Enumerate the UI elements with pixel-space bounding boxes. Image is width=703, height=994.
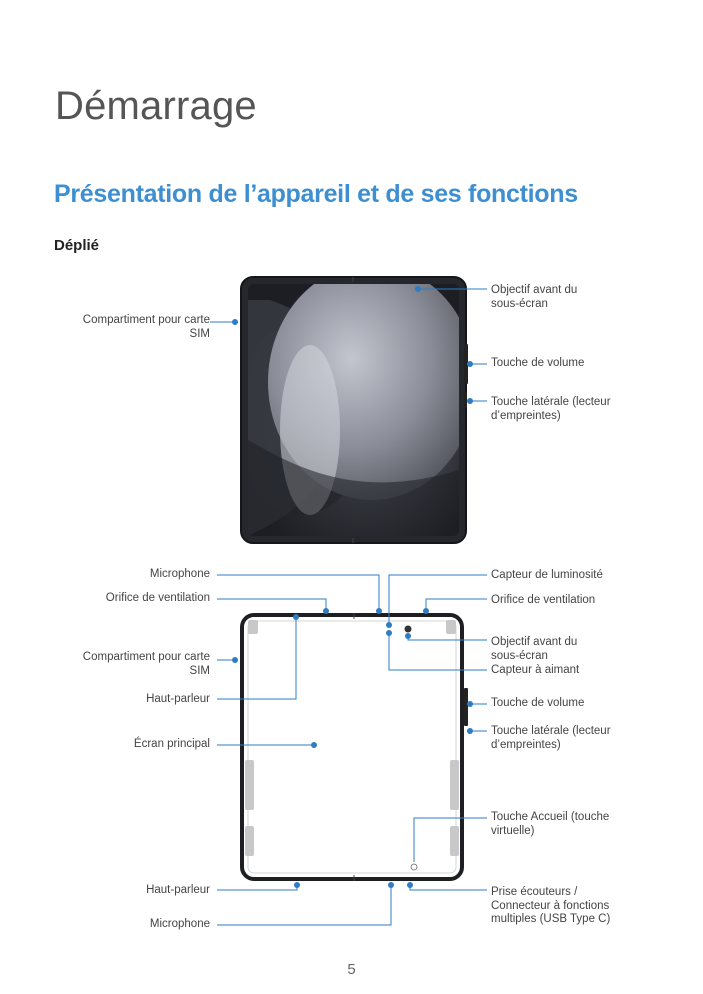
label-under-display-camera: Objectif avant du sous-écran [491,636,578,662]
label-sim-tray-top: Compartiment pour carte SIM [82,314,210,340]
chapter-title: Démarrage [55,84,257,128]
label-microphone-top: Microphone [149,568,210,580]
label-home-key: Touche Accueil (touche virtuelle) [491,811,610,837]
label-vent-left: Orifice de ventilation [105,592,210,604]
unfolded-device [242,613,468,881]
label-side-key-top: Touche latérale (lecteur d’empreintes) [491,396,611,422]
label-microphone-bottom: Microphone [149,918,210,930]
label-speaker-bottom: Haut-parleur [146,884,210,896]
label-vent-right: Orifice de ventilation [491,594,596,606]
label-magnetic-sensor: Capteur à aimant [491,664,580,676]
back-view-device [230,264,476,543]
page-number: 5 [347,961,356,978]
label-sim-tray-bottom: Compartiment pour carte SIM [82,651,210,677]
label-usb-jack: Prise écouteurs / Connecteur à fonctions multiples (USB Type C) [491,886,611,925]
label-light-sensor: Capteur de luminosité [491,569,603,581]
label-side-key-bottom: Touche latérale (lecteur d’empreintes) [491,725,611,751]
label-speaker-top: Haut-parleur [146,693,210,705]
label-cover-camera: Objectif avant du sous-écran [491,284,578,310]
label-volume-key-top: Touche de volume [491,357,585,369]
subsection-title: Déplié [54,237,100,254]
label-main-screen: Écran principal [133,738,210,750]
label-volume-key-bottom: Touche de volume [491,697,585,709]
section-title: Présentation de l’appareil et de ses fonctions [54,180,578,208]
